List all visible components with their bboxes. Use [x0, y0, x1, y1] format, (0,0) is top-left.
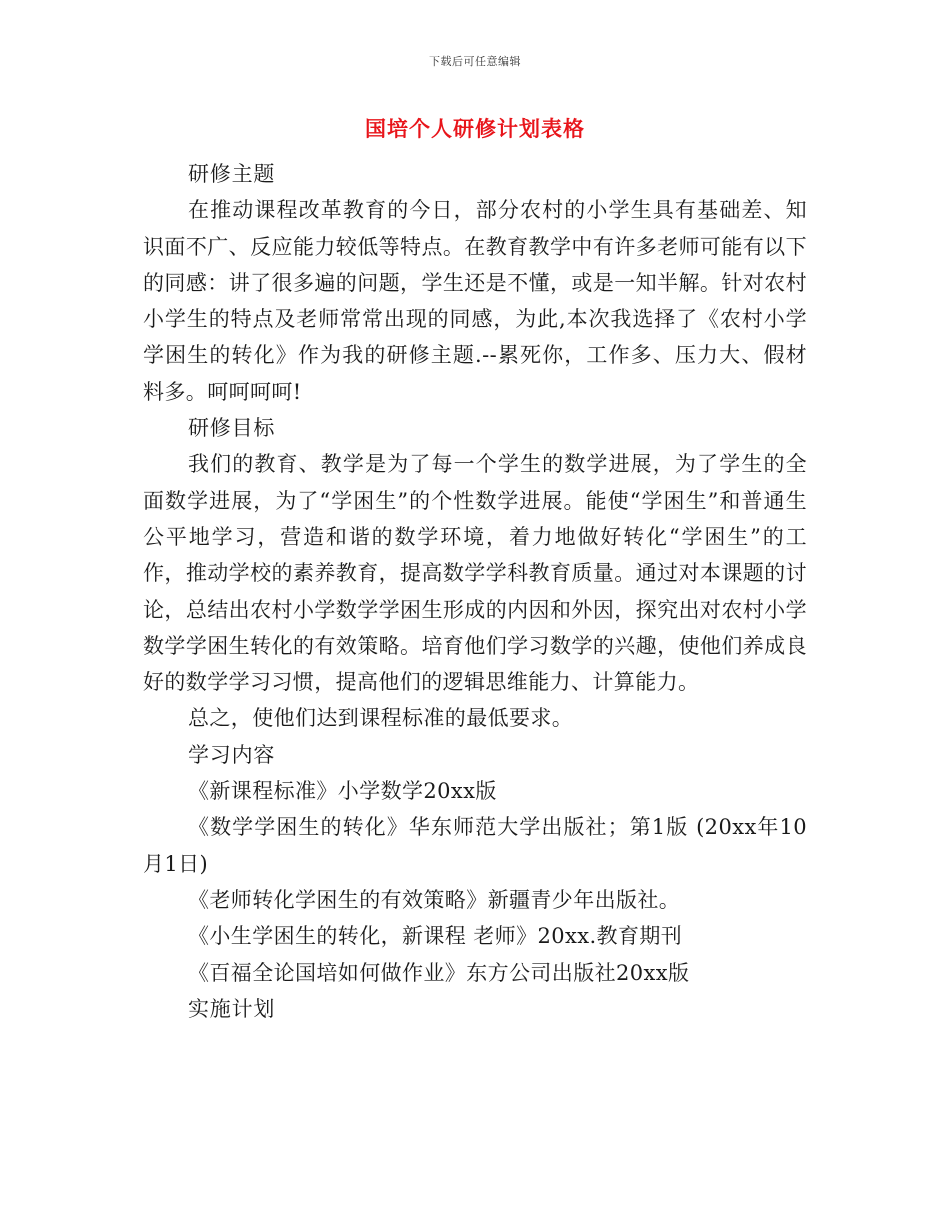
section-heading-theme: 研修主题	[188, 162, 276, 186]
document-title: 国培个人研修计划表格	[365, 116, 585, 141]
page-header-note: 下载后可任意编辑	[429, 55, 521, 68]
reference-item: 《百福全论国培如何做作业》东方公司出版社20xx版	[188, 960, 690, 985]
paragraph-goal: 我们的教育、教学是为了每一个学生的数学进展，为了学生的全面数学进展，为了“学困生”的个性数学进展。能使“学困生”和普通生公平地学习，营造和谐的数学环境，着力地做好转化“学困生”的工作，推动学校的素养教育，提高数学学科教育质量。通过对本课题的讨论，总结出农村小学数学学困生形成的内因和外因，探究出对农村小学数学学困生转化的有效策略。培育他们学习数学的兴趣，使他们养成良好的数学学习习惯，提高他们的逻辑思维能力、计算能力。	[143, 452, 807, 695]
reference-item: 《老师转化学困生的有效策略》新疆青少年出版社。	[188, 887, 681, 912]
paragraph-goal-summary: 总之，使他们达到课程标准的最低要求。	[188, 706, 574, 731]
section-heading-plan: 实施计划	[188, 996, 276, 1021]
section-heading-content: 学习内容	[188, 742, 276, 767]
section-heading-goal: 研修目标	[188, 416, 276, 441]
reference-item: 《新课程标准》小学数学20xx版	[188, 779, 497, 804]
reference-item: 《数学学困生的转化》华东师范大学出版社；第1版 (20xx年10月1日)	[143, 815, 807, 876]
document-body	[143, 156, 807, 1027]
reference-item: 《小生学困生的转化，新课程 老师》20xx.教育期刊	[188, 924, 683, 949]
paragraph-theme: 在推动课程改革教育的今日，部分农村的小学生具有基础差、知识面不广、反应能力较低等特点。在教育教学中有许多老师可能有以下的同感：讲了很多遍的问题，学生还是不懂，或是一知半解。针对农村小学生的特点及老师常常出现的同感，为此,本次我选择了《农村小学学困生的转化》作为我的研修主题.--累死你，工作多、压力大、假材料多。呵呵呵呵!	[143, 198, 807, 404]
